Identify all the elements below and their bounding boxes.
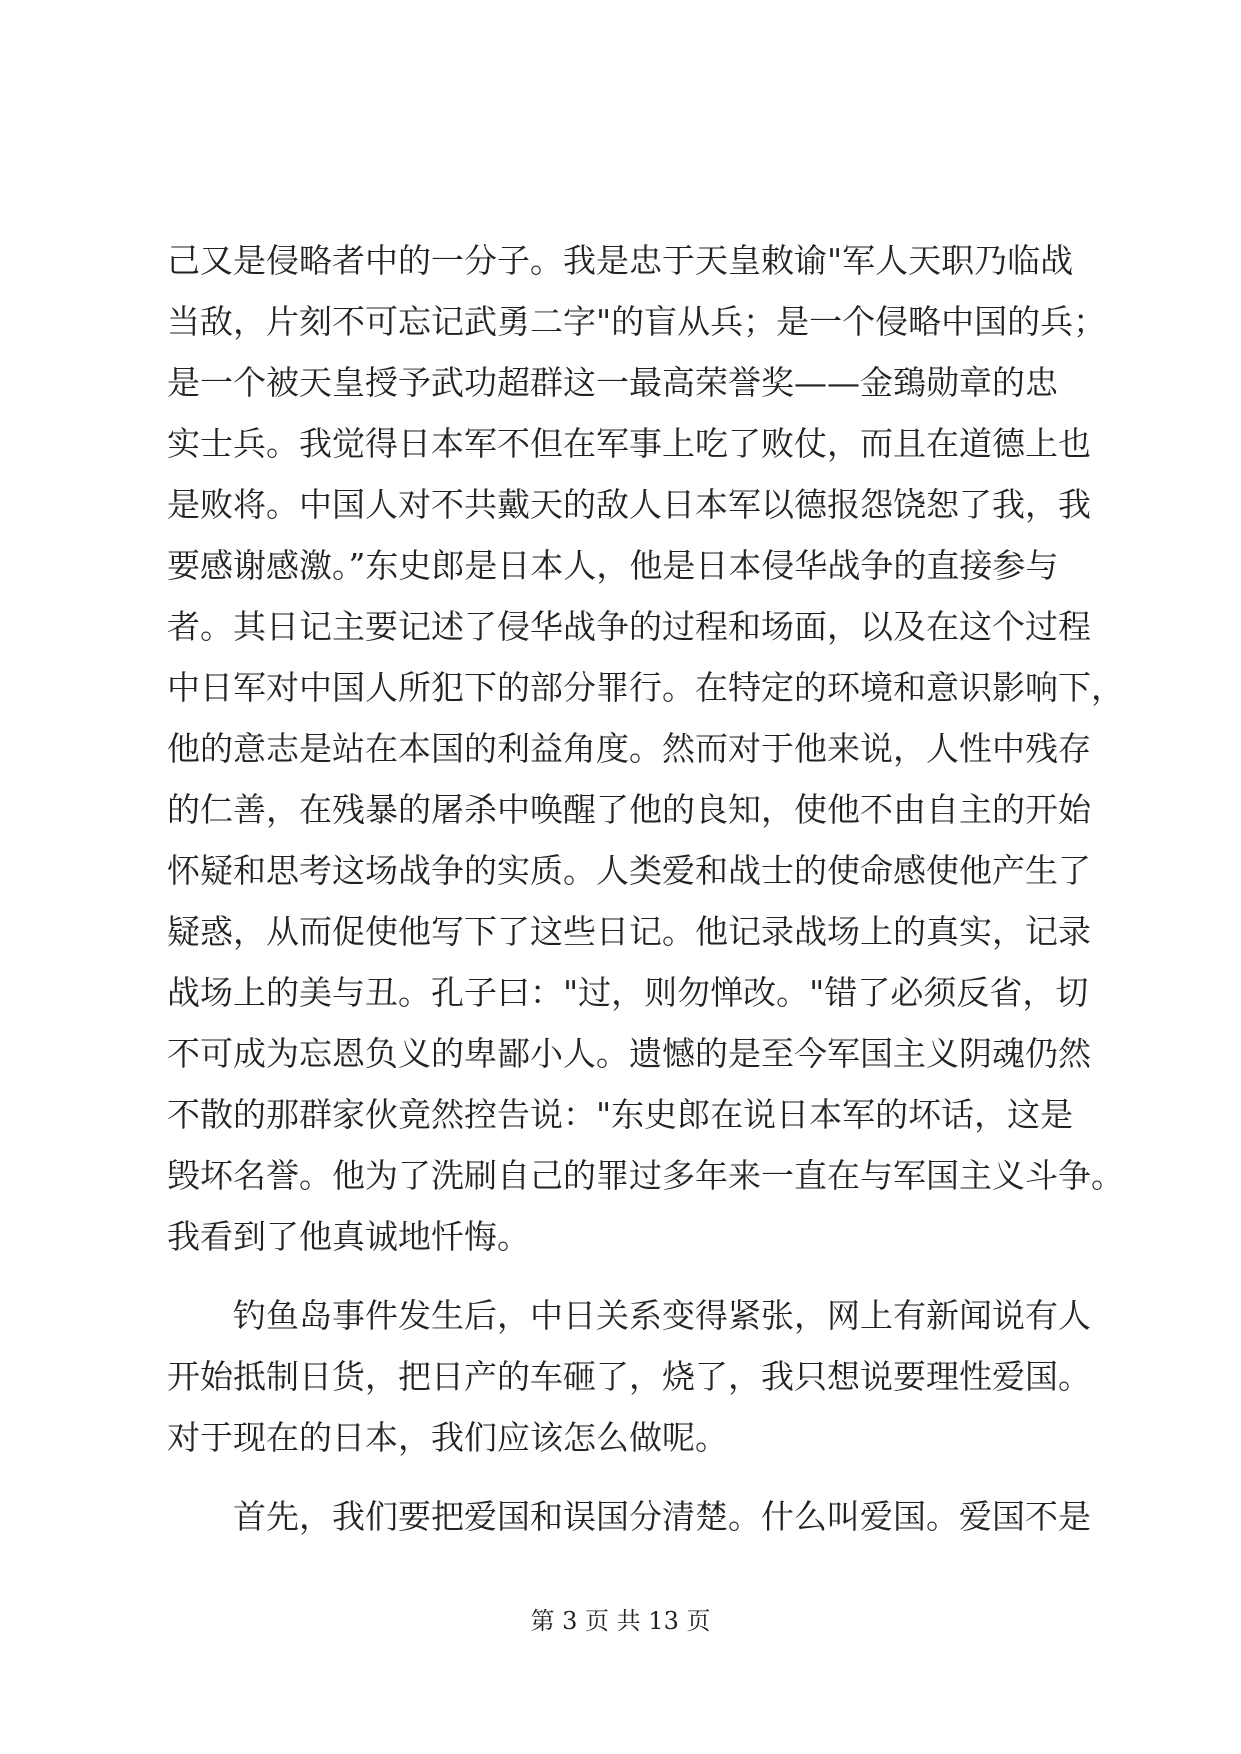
page-number-footer: 第 3 页 共 13 页 (530, 1607, 711, 1635)
paragraph-1-line-1: 己又是侵略者中的一分子。我是忠于天皇敕谕"军人天职乃临战 (167, 241, 1074, 280)
paragraph-1-line-7: 者。其日记主要记述了侵华战争的过程和场面，以及在这个过程 (167, 607, 1091, 646)
paragraph-2-line-1: 钓鱼岛事件发生后，中日关系变得紧张，网上有新闻说有人 (233, 1296, 1091, 1335)
paragraph-1-line-4: 实士兵。我觉得日本军不但在军事上吃了败仗，而且在道德上也 (167, 424, 1091, 463)
paragraph-3-line-1: 首先，我们要把爱国和误国分清楚。什么叫爱国。爱国不是 (233, 1497, 1091, 1536)
paragraph-1-line-3: 是一个被天皇授予武功超群这一最高荣誉奖——金鵄勋章的忠 (167, 363, 1058, 402)
paragraph-1-line-9: 他的意志是站在本国的利益角度。然而对于他来说，人性中残存 (167, 729, 1091, 768)
paragraph-1-line-6: 要感谢感激。”东史郎是日本人，他是日本侵华战争的直接参与 (167, 546, 1059, 585)
paragraph-2-line-3: 对于现在的日本，我们应该怎么做呢。 (167, 1418, 728, 1457)
paragraph-1-line-8: 中日军对中国人所犯下的部分罪行。在特定的环境和意识影响下， (167, 668, 1124, 707)
paragraph-1-line-13: 战场上的美与丑。孔子曰："过，则勿惮改。"错了必须反省，切 (167, 973, 1089, 1012)
paragraph-1-line-14: 不可成为忘恩负义的卑鄙小人。遗憾的是至今军国主义阴魂仍然 (167, 1034, 1091, 1073)
paragraph-1-line-12: 疑惑，从而促使他写下了这些日记。他记录战场上的真实，记录 (167, 912, 1091, 951)
paragraph-1-line-2: 当敌，片刻不可忘记武勇二字"的盲从兵；是一个侵略中国的兵； (167, 302, 1107, 341)
paragraph-1-line-15: 不散的那群家伙竟然控告说："东史郎在说日本军的坏话，这是 (167, 1095, 1074, 1134)
paragraph-1-line-5: 是败将。中国人对不共戴天的敌人日本军以德报怨饶恕了我，我 (167, 485, 1091, 524)
paragraph-1-line-17: 我看到了他真诚地忏悔。 (167, 1217, 530, 1256)
paragraph-1-line-11: 怀疑和思考这场战争的实质。人类爱和战士的使命感使他产生了 (167, 851, 1091, 890)
paragraph-1-line-10: 的仁善，在残暴的屠杀中唤醒了他的良知，使他不由自主的开始 (167, 790, 1091, 829)
paragraph-2-line-2: 开始抵制日货，把日产的车砸了，烧了，我只想说要理性爱国。 (167, 1357, 1091, 1396)
paragraph-1-line-16: 毁坏名誉。他为了洗刷自己的罪过多年来一直在与军国主义斗争。 (167, 1156, 1124, 1195)
document-body (167, 230, 1124, 1547)
